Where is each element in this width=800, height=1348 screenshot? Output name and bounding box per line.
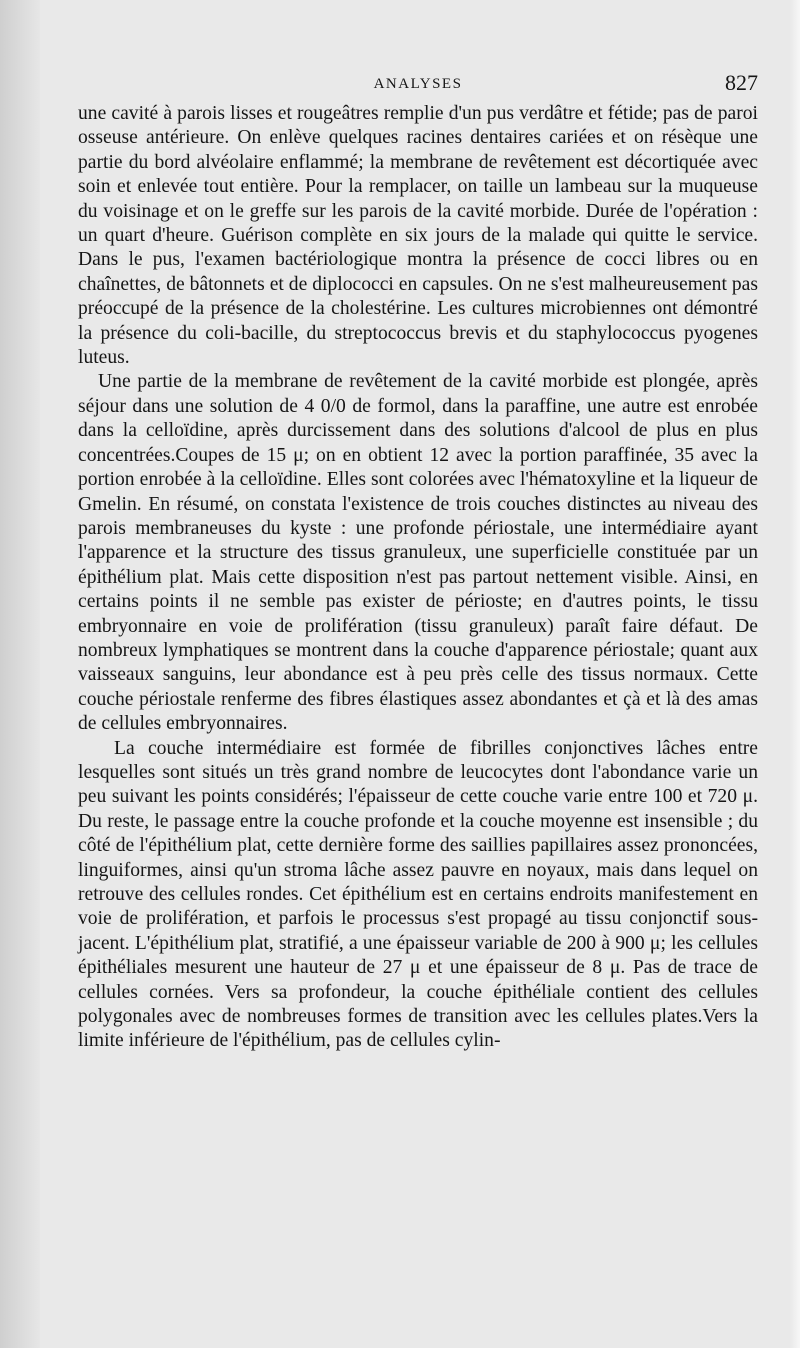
page-edge — [790, 0, 800, 1348]
body-text — [78, 102, 758, 1054]
page-number: 827 — [725, 70, 758, 95]
paragraph-1: une cavité à parois lisses et rougeâtres remplie d'un pus verdâtre et fétide; pas de paroi osseuse antérieure. On enlève quelques racines dentaires cariées et on résèque une partie du bord alvéolaire enflammé; la membrane de revêtement est décortiquée avec soin et enlevée tout entière. Pour la remplacer, on taille un lambeau sur la muqueuse du voisinage et on le greffe sur les parois de la cavité morbide. Durée de l'opération : un quart d'heure. Guérison complète en six jours de la malade qui quitte le service. Dans le pus, l'examen bactériologique montra la présence de cocci libres ou en chaînettes, de bâtonnets et de diplococci en capsules. On ne s'est malheureusement pas préoccupé de la présence de la cholestérine. Les cultures microbiennes ont démontré la présence du coli-bacille, du streptococcus brevis et du staphylococcus pyogenes luteus. — [78, 103, 758, 369]
running-head — [78, 70, 758, 102]
running-title: ANALYSES — [373, 76, 463, 92]
paragraph-2: Une partie de la membrane de revêtement de la cavité morbide est plongée, après séjour dans une solution de 4 0/0 de formol, dans la paraffine, une autre est enrobée dans la celloïdine, après durcissement dans des solutions d'alcool de plus en plus concentrées.Coupes de 15 μ; on en obtient 12 avec la portion paraffinée, 35 avec la portion enrobée à la celloïdine. Elles sont colorées avec l'hématoxyline et la liqueur de Gmelin. En résumé, on constata l'existence de trois couches distinctes au niveau des parois membraneuses du kyste : une profonde périostale, une intermédiaire ayant l'apparence et la structure des tissus granuleux, une superficielle constituée par un épithélium plat. Mais cette disposition n'est pas partout nettement visible. Ainsi, en certains points il ne semble pas exister de périoste; en d'autres points, le tissu embryonnaire en voie de prolifération (tissu granuleux) paraît faire défaut. De nombreux lymphatiques se montrent dans la couche d'apparence périostale; quant aux vaisseaux sanguins, leur abondance est à peu près celle des tissus normaux. Cette couche périostale renferme des fibres élastiques assez abondantes et çà et là des amas de cellules embryonnaires. — [78, 371, 758, 735]
book-page — [78, 70, 758, 1054]
binding-gutter — [0, 0, 40, 1348]
paragraph-3: La couche intermédiaire est formée de fibrilles conjonctives lâches entre lesquelles sont situés un très grand nombre de leucocytes dont l'abondance varie un peu suivant les points considérés; l'épaisseur de cette couche varie entre 100 et 720 μ. Du reste, le passage entre la couche profonde et la couche moyenne est insensible ; du côté de l'épithélium plat, cette dernière forme des saillies papillaires assez prononcées, linguiformes, ainsi qu'un stroma lâche assez pauvre en noyaux, mais dans lequel on retrouve des cellules rondes. Cet épithélium est en certains endroits manifestement en voie de prolifération, et parfois le processus s'est propagé au tissu conjonctif sous-jacent. L'épithélium plat, stratifié, a une épaisseur variable de 200 à 900 μ; les cellules épithéliales mesurent une hauteur de 27 μ et une épaisseur de 8 μ. Pas de trace de cellules cornées. Vers sa profondeur, la couche épithéliale contient des cellules polygonales avec de nombreuses formes de transition avec les cellules plates.Vers la limite inférieure de l'épithélium, pas de cellules cylin- — [78, 737, 758, 1052]
